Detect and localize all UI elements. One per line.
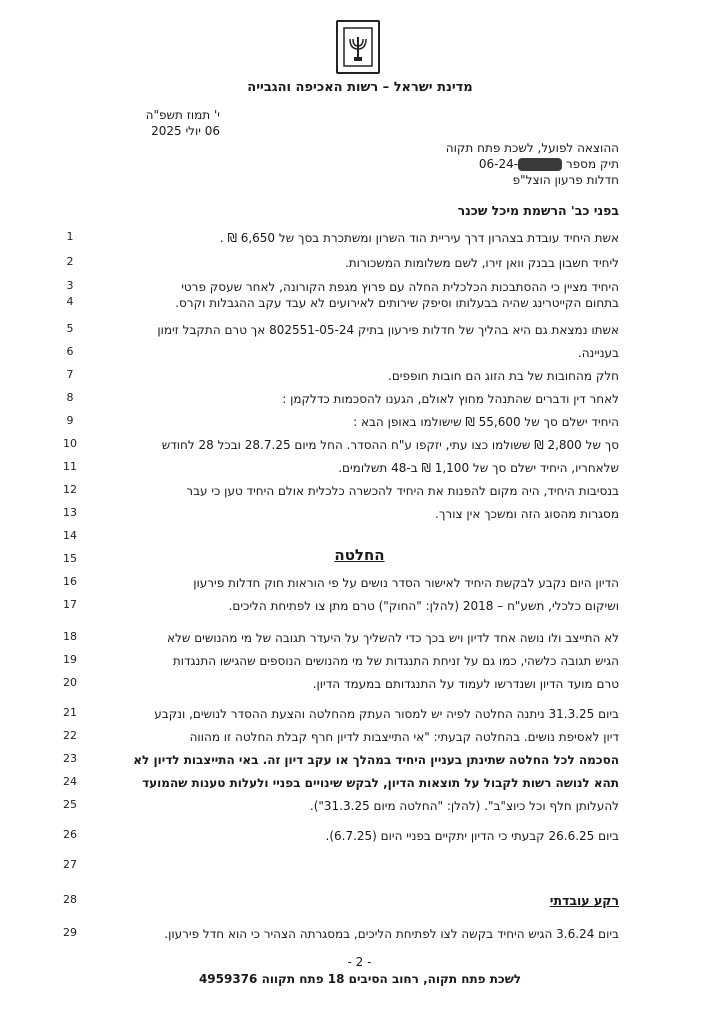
line-number: 23 bbox=[63, 752, 77, 765]
decision-line-quote: הסכמה לכל החלטה שתינתן בעניין היחיד במהלך או עקב דיון זה. באי התייצבות לדיון לא bbox=[133, 753, 619, 767]
body-line: אשת היחיד עובדת בצהרון דרך עיריית הוד השרון ומשתכרת בסך של 6,650 ₪ . bbox=[219, 231, 619, 245]
body-line: היחיד ישלם סך של 55,600 ₪ שישולמו באופן הבא : bbox=[353, 415, 619, 429]
decision-line: ביום 26.6.25 קבעתי כי הדיון יתקיים בפניי היום (6.7.25). bbox=[325, 829, 619, 843]
line-number: 8 bbox=[66, 391, 74, 404]
decision-line: טרם מועד הדיון ושנדרשו לעמוד על התנגדותם במעמד הדיון. bbox=[312, 677, 619, 691]
body-line: סך של 2,800 ₪ ששולמו כצו עתי, יזקפו ע"ח ההסדר. החל מיום 28.7.25 ובכל 28 לחודש bbox=[161, 438, 619, 452]
line-number: 11 bbox=[63, 460, 77, 473]
case-prefix: תיק מספר bbox=[562, 157, 619, 171]
line-number: 14 bbox=[63, 529, 77, 542]
line-number: 20 bbox=[63, 676, 77, 689]
body-line: שלאחריו, היחיד ישלם סך של 1,100 ₪ ב-48 תשלומים. bbox=[338, 461, 619, 475]
line-number: 7 bbox=[66, 368, 74, 381]
decision-heading: החלטה bbox=[334, 546, 385, 564]
line-number: 3 bbox=[66, 279, 74, 292]
decision-line: לא התייצב ולו נושה אחד לדיון ויש בכך כדי להשליך על היעדר תגובה של מי מהנושים שלא bbox=[167, 631, 619, 645]
line-number: 5 bbox=[66, 322, 74, 335]
decision-line: הדיון היום נקבע לבקשת היחיד לאישור הסדר נושים על פי הוראות חוק חדלות פירעון bbox=[193, 576, 619, 590]
line-number: 22 bbox=[63, 729, 77, 742]
body-line: בעניינה. bbox=[577, 346, 619, 360]
line-number: 12 bbox=[63, 483, 77, 496]
line-number: 27 bbox=[63, 858, 77, 871]
page-number: - 2 - bbox=[347, 955, 372, 969]
line-number: 4 bbox=[66, 295, 74, 308]
line-number: 2 bbox=[66, 255, 74, 268]
body-line: בתחום הקייטרינג שהיה בבעלותו וסיפק שירותים לאירועים לא עבד עקב ההגבלות וקרס. bbox=[175, 296, 619, 310]
body-line: אשתו נמצאת גם היא בהליך של חדלות פירעון בתיק 802551-05-24 אך טרם התקבל זימון bbox=[157, 323, 619, 337]
office-line: ההוצאה לפועל, לשכת פתח תקוה bbox=[445, 141, 619, 155]
before-judge: בפני כב' הרשמת מיכל שכנר bbox=[457, 203, 619, 218]
footer-address: לשכת פתח תקוה, רחוב הסיבים 18 פתח תקווה 4959376 bbox=[198, 972, 522, 986]
gregorian-date: 06 יולי 2025 bbox=[151, 124, 220, 138]
line-number: 25 bbox=[63, 798, 77, 811]
line-number: 9 bbox=[66, 414, 74, 427]
line-number: 26 bbox=[63, 828, 77, 841]
line-number: 19 bbox=[63, 653, 77, 666]
line-number: 24 bbox=[63, 775, 77, 788]
line-number: 29 bbox=[63, 926, 77, 939]
background-line: ביום 3.6.24 הגיש היחיד בקשה לצו לפתיחת הליכים, במסגרתה הצהיר כי הוא חדל פירעון. bbox=[164, 927, 619, 941]
redaction-mark bbox=[518, 158, 562, 171]
body-line: חלק מהחובות של בת הזוג הם חובות חופפים. bbox=[388, 369, 619, 383]
decision-line: להעלותן חלף וכל כיוצ"ב". (להלן: "החלטה מיום 31.3.25"). bbox=[309, 799, 619, 813]
line-number: 17 bbox=[63, 598, 77, 611]
decision-line: דיון לאסיפת נושים. בהחלטה קבעתי: "אי התייצבות לדיון חרף קבלת החלטה זו מהווה bbox=[189, 730, 619, 744]
body-line: היחיד מציין כי ההסתבכות הכלכלית החלה עם פרוץ מגפת הקורונה, לאחר שעסק פרטי bbox=[181, 280, 619, 294]
body-line: בנסיבות היחיד, היה מקום להפנות את היחיד להכשרה כלכלית אולם היחיד טען כי עבר bbox=[186, 484, 619, 498]
line-number: 1 bbox=[66, 230, 74, 243]
hebrew-date: י' תמוז תשפ"ה bbox=[145, 108, 220, 122]
state-emblem-icon bbox=[336, 20, 380, 74]
line-number: 6 bbox=[66, 345, 74, 358]
background-heading: רקע עובדתי bbox=[549, 893, 619, 908]
body-line: מסגרות מהסוג הזה ומשכך אין צורך. bbox=[435, 507, 619, 521]
decision-line: ושיקום כלכלי, תשע"ח – 2018 (להלן: "החוק") טרם מתן צו לפתיחת הליכים. bbox=[228, 599, 619, 613]
line-number: 16 bbox=[63, 575, 77, 588]
agency-title: מדינת ישראל – רשות האכיפה והגבייה bbox=[247, 80, 473, 95]
decision-line: הגיש תגובה כלשהי, כמו גם על זניחת התנגדות של מי מהנושים הנוספים שהגישו התנגדות bbox=[172, 654, 619, 668]
decision-line: ביום 31.3.25 ניתנה החלטה לפיה יש למסור העתק מהחלטה והצעת ההסדר לנושים, ונקבע bbox=[154, 707, 619, 721]
line-number: 21 bbox=[63, 706, 77, 719]
line-number: 10 bbox=[63, 437, 77, 450]
line-number: 18 bbox=[63, 630, 77, 643]
case-suffix: -06-24 bbox=[478, 157, 519, 171]
body-line: לאחר דין ודברים שהתנהל מחוץ לאולם, הגענו להסכמות כדלקמן : bbox=[282, 392, 619, 406]
case-type-line: חדלות פרעון הוצל"פ bbox=[512, 173, 619, 187]
case-number-line bbox=[259, 156, 619, 172]
line-number: 15 bbox=[63, 552, 77, 565]
line-number: 13 bbox=[63, 506, 77, 519]
decision-line-quote: תהא לנושה רשות לקבול על תוצאות הדיון, לבקש שינויים בפניי ולעלות טענות שהמועד bbox=[142, 776, 619, 790]
line-number: 28 bbox=[63, 893, 77, 906]
body-line: ליחיד חשבון בבנק וואן זירו, לשם משלומות המשכורות. bbox=[344, 256, 619, 270]
